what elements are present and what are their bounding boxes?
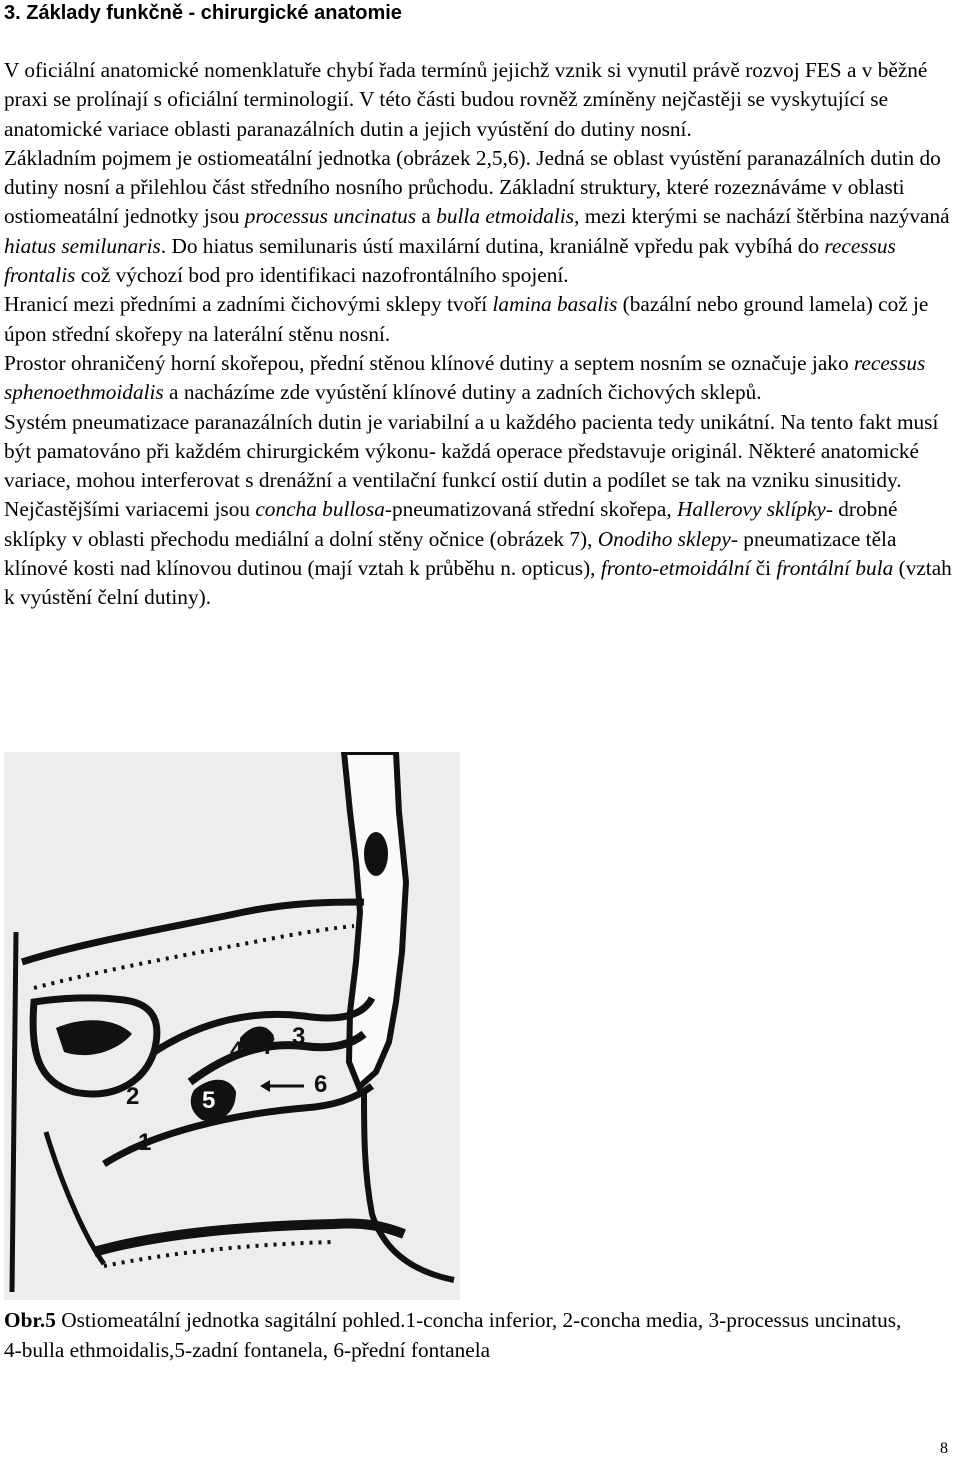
figure-label-2: 2 bbox=[126, 1083, 140, 1110]
skull-base-dots bbox=[34, 926, 354, 988]
caption-text: Ostiomeatální jednotka sagitální pohled.1-concha inferior, 2-concha media, 3-processus uncinatus, 4-bulla ethmoidalis,5-zadní fontanela, 6-přední fontanela bbox=[4, 1308, 902, 1362]
anatomy-figure bbox=[4, 752, 460, 1300]
text-run: Hranicí mezi předními a zadními čichovými sklepy tvoří bbox=[4, 292, 493, 317]
section-heading: 3. Základy funkčně - chirurgické anatomie bbox=[4, 2, 402, 24]
text-run: - pneumatizace těla klínové kosti nad klínovou dutinou (mají vztah k průběhu n. opticus), bbox=[4, 526, 897, 581]
text-run: Systém pneumatizace paranazálních dutin je variabilní a u každého pacienta tedy unikátní. Na tento fakt musí být pamatováno při každém chirurgickém výkonu- každá operace představuje originál. Některé anatomické variace, mohou interferovat s drenážní a ventilační funkcí ostií dutin a podílet se tak na vzniku sinusitidy. Nejčastějšími variacemi jsou bbox=[4, 409, 939, 522]
term-processus-uncinatus: processus uncinatus bbox=[244, 204, 417, 229]
paragraph-intro bbox=[4, 56, 958, 144]
term-concha-bullosa: concha bullosa bbox=[255, 497, 385, 522]
figure-label-6: 6 bbox=[314, 1071, 328, 1098]
term-recessus-sphenoethmoidalis: recessus sphenoethmoidalis bbox=[4, 350, 926, 405]
text-run: a nacházíme zde vyústění klínové dutiny a zadních čichových sklepů. bbox=[163, 380, 762, 405]
sagittal-diagram-drawing bbox=[4, 752, 460, 1300]
text-run: Prostor ohraničený horní skořepou, přední stěnou klínové dutiny a septem nosním se označuje jako bbox=[4, 350, 854, 375]
term-bulla-etmoidalis: bulla etmoidalis bbox=[436, 204, 575, 229]
term-frontalni-bula: frontální bula bbox=[776, 556, 894, 581]
page-number: 8 bbox=[940, 1440, 948, 1457]
term-fronto-etmoidalni: fronto-etmoidální bbox=[600, 556, 751, 581]
paragraph-variations bbox=[4, 408, 958, 613]
text-run: a bbox=[416, 204, 437, 229]
text-run: V oficiální anatomické nomenklatuře chybí řada termínů jejichž vznik si vynutil právě rozvoj FES a v běžné praxi se prolínají s oficiální terminologií. V této části budou rovněž zmíněny nejčastěji se vyskytující se anatomické variace oblasti paranazálních dutin a jejich vyústění do dutiny nosní. bbox=[4, 58, 928, 141]
text-run: (bazální nebo ground lamela) což je úpon střední skořepy na laterální stěnu nosní. bbox=[4, 292, 929, 346]
caption-figure-number: Obr.5 bbox=[4, 1308, 56, 1332]
text-run: -pneumatizovaná střední skořepa, bbox=[384, 497, 678, 522]
text-run: či bbox=[750, 556, 777, 581]
term-hiatus-semilunaris: hiatus semilunaris bbox=[4, 233, 161, 258]
arrow-head bbox=[260, 1080, 270, 1092]
text-run: (vztah k vyústění čelní dutiny). bbox=[4, 556, 952, 610]
term-lamina-basalis: lamina basalis bbox=[492, 292, 618, 317]
term-hallerovy-sklipky: Hallerovy sklípky bbox=[677, 497, 826, 522]
term-recessus-frontalis: recessus frontalis bbox=[4, 233, 896, 288]
text-run: - drobné sklípky v oblasti přechodu mediální a dolní stěny očnice (obrázek 7), bbox=[4, 497, 898, 551]
body-text bbox=[4, 56, 958, 613]
paragraph-recessus-sphenoethmoidalis bbox=[4, 349, 958, 408]
frontal-sinus bbox=[364, 832, 388, 876]
paragraph-ostiomeatal-unit bbox=[4, 144, 958, 290]
term-onodiho-sklepy: Onodiho sklepy bbox=[597, 526, 731, 551]
figure-label-4: 4 bbox=[230, 1037, 244, 1064]
figure-label-5: 5 bbox=[202, 1087, 216, 1114]
uncinate-line bbox=[190, 1034, 364, 1082]
nasal-outline bbox=[364, 1092, 454, 1280]
pharynx-line bbox=[46, 1132, 104, 1264]
figure-label-3: 3 bbox=[292, 1023, 306, 1050]
text-run: což výchozí bod pro identifikaci nazofrontálního spojení. bbox=[75, 263, 569, 288]
text-run: . Do hiatus semilunaris ústí maxilární dutina, kraniálně vpředu pak vybíhá do bbox=[160, 233, 825, 258]
sphenoid-sinus-inner bbox=[56, 1020, 132, 1055]
figure-caption bbox=[4, 1305, 904, 1365]
figure-label-7: 7 bbox=[262, 1033, 276, 1060]
text-run: Základním pojmem je ostiomeatální jednotka (obrázek 2,5,6). Jedná se oblast vyústění paranazálních dutin do dutiny nosní a přilehlou část středního nosního průchodu. Základní struktury, které rozeznáváme v oblasti ostiomeatální jednotky jsou bbox=[4, 145, 941, 229]
text-run: , mezi kterými se nachází štěrbina nazývaná bbox=[574, 204, 950, 229]
paragraph-lamina-basalis bbox=[4, 290, 958, 349]
posterior-wall bbox=[12, 932, 16, 1292]
figure-label-1: 1 bbox=[138, 1129, 152, 1156]
